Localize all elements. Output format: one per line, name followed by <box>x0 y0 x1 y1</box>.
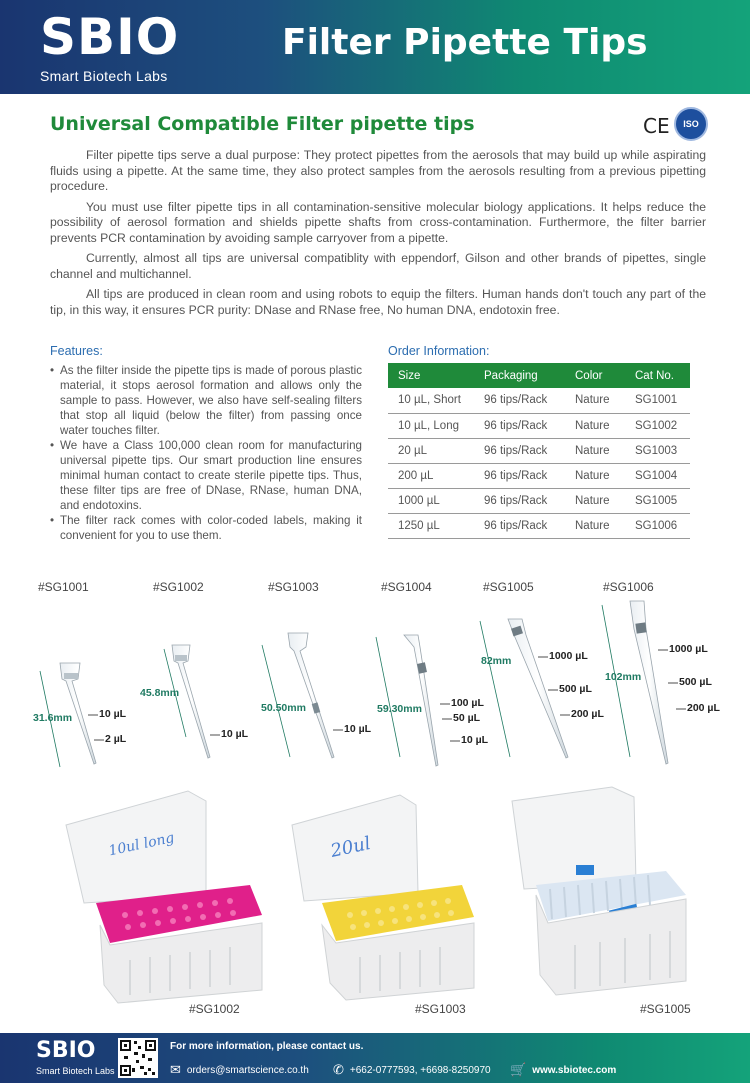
phone-icon: ✆ <box>333 1062 344 1077</box>
volume-mark: 200 µL <box>571 708 604 720</box>
column-header: Size <box>388 363 474 388</box>
volume-mark: 200 µL <box>687 702 720 714</box>
tip-length: 31.6mm <box>33 712 73 724</box>
footer-bar <box>0 1033 750 1083</box>
rack-code-label: #SG1003 <box>415 1002 466 1016</box>
header-banner <box>0 0 750 94</box>
tip-length: 50.50mm <box>261 702 306 714</box>
tip-code-label: #SG1001 <box>38 580 89 594</box>
tip-sg1003-icon <box>262 633 334 758</box>
cell-catno: SG1003 <box>625 438 690 463</box>
rack-box-sg1002-icon <box>66 791 262 1003</box>
cell-color: Nature <box>565 488 625 513</box>
cell-catno: SG1006 <box>625 513 690 538</box>
cell-catno: SG1001 <box>625 388 690 413</box>
tip-code-label: #SG1006 <box>603 580 654 594</box>
paragraph: All tips are produced in clean room and using robots to equip the filters. Human hands don't touch any part of the tip, in this way, it ensures PCR purity: DNase and RNase free, No human DNA, endotoxin free. <box>50 287 706 317</box>
column-header: Color <box>565 363 625 388</box>
table-row <box>388 463 690 488</box>
column-header: Packaging <box>474 363 565 388</box>
tip-length: 59.30mm <box>377 703 422 715</box>
paragraph: Filter pipette tips serve a dual purpose: They protect pipettes from the aerosols that may build up while aspirating fluids using a pipette. At the same time, they also protect samples from the aerosols resulting from a previous pipetting procedure. <box>50 148 706 193</box>
contact-phone[interactable] <box>333 1062 491 1078</box>
table-row <box>388 413 690 438</box>
features-section <box>50 344 362 543</box>
logo-subtitle: Smart Biotech Labs <box>40 68 168 84</box>
envelope-icon: ✉ <box>170 1062 181 1077</box>
paragraph: Currently, almost all tips are universal compatiblity with eppendorf, Gilson and other brands of pipettes, single channel and multichannel. <box>50 251 706 281</box>
feature-item: • The filter rack comes with color-coded labels, making it convenient for you to use them. <box>50 513 362 543</box>
table-row <box>388 388 690 413</box>
ce-mark-icon: CE <box>643 114 670 138</box>
cell-color: Nature <box>565 513 625 538</box>
tip-sg1004-icon <box>376 635 438 766</box>
cell-color: Nature <box>565 413 625 438</box>
table-header-row <box>388 363 690 388</box>
tip-code-label: #SG1002 <box>153 580 204 594</box>
cell-size: 10 µL, Short <box>388 388 474 413</box>
rack-code-label: #SG1002 <box>189 1002 240 1016</box>
rack-box-sg1005-icon <box>512 787 686 995</box>
table-row <box>388 513 690 538</box>
cell-size: 200 µL <box>388 463 474 488</box>
order-table <box>388 363 690 539</box>
phone-text: +662-0777593, +6698-8250970 <box>349 1064 491 1076</box>
brand-logo <box>40 8 180 84</box>
tip-rack-illustrations <box>0 785 750 1030</box>
cell-color: Nature <box>565 438 625 463</box>
volume-mark: 500 µL <box>679 676 712 688</box>
footer-logo: SBIO <box>36 1038 96 1063</box>
iso-badge-icon: ISO <box>674 107 708 141</box>
cell-size: 1000 µL <box>388 488 474 513</box>
volume-mark: 10 µL <box>461 734 489 746</box>
cell-color: Nature <box>565 388 625 413</box>
cell-catno: SG1005 <box>625 488 690 513</box>
volume-mark: 10 µL <box>99 708 127 720</box>
cell-color: Nature <box>565 463 625 488</box>
tip-sg1002-icon <box>164 645 210 758</box>
cell-size: 10 µL, Long <box>388 413 474 438</box>
lid-handwriting: 10ul long <box>107 829 176 860</box>
page-title: Filter Pipette Tips <box>282 22 648 63</box>
contact-email[interactable] <box>170 1062 309 1078</box>
footer-logo-subtitle: Smart Biotech Labs <box>36 1066 115 1076</box>
column-header: Cat No. <box>625 363 690 388</box>
features-heading: Features: <box>50 344 103 358</box>
cell-size: 1250 µL <box>388 513 474 538</box>
tip-length: 82mm <box>481 655 512 667</box>
email-text: orders@smartscience.co.th <box>186 1064 309 1076</box>
contact-info-heading: For more information, please contact us. <box>170 1041 364 1052</box>
tip-sg1005-icon <box>480 619 568 758</box>
tip-length: 45.8mm <box>140 687 180 699</box>
rack-code-label: #SG1005 <box>640 1002 691 1016</box>
feature-item: • We have a Class 100,000 clean room for manufacturing universal pipette tips. Our smart production line ensures minimal human contact to create sterile pipette tips. Thus, these filter tips are free of DNase, RNase, human DNA, and endotoxins. <box>50 438 362 513</box>
table-row <box>388 488 690 513</box>
section-title: Universal Compatible Filter pipette tips <box>50 113 475 135</box>
qr-code-icon <box>118 1038 158 1078</box>
volume-mark: 10 µL <box>344 723 372 735</box>
paragraph: You must use filter pipette tips in all contamination-sensitive molecular biology applications. It helps reduce the possibility of aerosol formation and shields pipette shafts from cross-contamination. Furthermore, the filter barrier prevents PCR contamination by avoiding sample carryover from a pipette. <box>50 199 706 245</box>
cell-packaging: 96 tips/Rack <box>474 413 565 438</box>
intro-paragraphs <box>50 148 706 323</box>
cell-size: 20 µL <box>388 438 474 463</box>
volume-mark: 50 µL <box>453 712 481 724</box>
cell-packaging: 96 tips/Rack <box>474 513 565 538</box>
volume-mark: 1000 µL <box>669 643 708 655</box>
website-text: www.sbiotec.com <box>532 1064 617 1076</box>
tip-code-label: #SG1003 <box>268 580 319 594</box>
cell-packaging: 96 tips/Rack <box>474 463 565 488</box>
cell-catno: SG1004 <box>625 463 690 488</box>
volume-mark: 100 µL <box>451 697 484 709</box>
cart-icon: 🛒 <box>510 1062 527 1077</box>
logo-text: SBIO <box>40 8 180 66</box>
tip-length: 102mm <box>605 671 642 683</box>
tip-diagrams <box>0 575 750 785</box>
rack-box-sg1003-icon <box>292 795 474 1000</box>
volume-mark: 10 µL <box>221 728 249 740</box>
cell-packaging: 96 tips/Rack <box>474 488 565 513</box>
tip-code-label: #SG1004 <box>381 580 432 594</box>
lid-handwriting: 20ul <box>328 832 373 862</box>
contact-website[interactable] <box>510 1062 616 1078</box>
order-information <box>388 344 690 539</box>
tip-code-label: #SG1005 <box>483 580 534 594</box>
feature-item: • As the filter inside the pipette tips is made of porous plastic material, it stops aerosol formation and allows only the sample to pass. However, we also have self-sealing filters that stop all liquid (below the filter) from passing once water touches filter. <box>50 363 362 438</box>
volume-mark: 1000 µL <box>549 650 588 662</box>
table-row <box>388 438 690 463</box>
volume-mark: 2 µL <box>105 733 127 745</box>
order-heading: Order Information: <box>388 344 490 358</box>
volume-mark: 500 µL <box>559 683 592 695</box>
cell-packaging: 96 tips/Rack <box>474 388 565 413</box>
features-list <box>50 363 362 543</box>
cell-catno: SG1002 <box>625 413 690 438</box>
cell-packaging: 96 tips/Rack <box>474 438 565 463</box>
